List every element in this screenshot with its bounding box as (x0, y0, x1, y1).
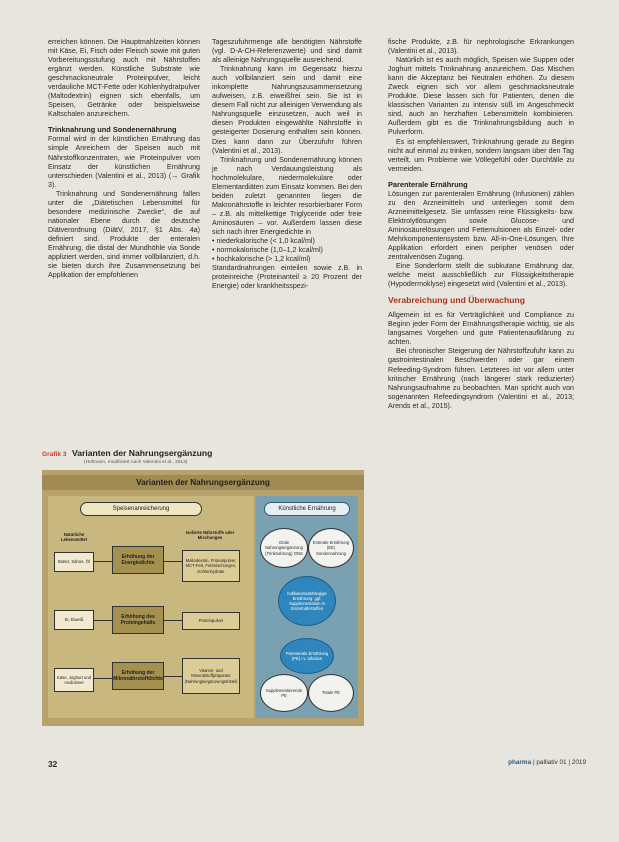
egg-protein-box: Ei, Eiweiß (54, 610, 94, 630)
col2-paragraph-4: Standardnahrungen einteilen sowie z.B. in proteinreiche (Proteinanteil ≥ 20 Prozent der Energie) oder krankheitsspezi- (212, 264, 362, 291)
col1-heading-trinknahrung: Trinknahrung und Sondenernährung (48, 125, 177, 135)
col3-heading-parenteral: Parenterale Ernährung (388, 179, 468, 189)
vitamin-mineral-box: Vitamin- und Mineralstoffpräparate (Nahrungsergänzungsmittel) (182, 658, 240, 694)
butter-cream-oil-box: Butter, Sahne, Öl (54, 552, 94, 572)
publication-name (508, 759, 586, 766)
isolated-nutrients-header: Isolierte Nährstoffe oder Mischungen (185, 529, 235, 540)
graphic-caption-title: Varianten der Nahrungsergänzung (71, 448, 213, 458)
protein-content-box: Erhöhung des Proteingehalts (112, 606, 164, 634)
col2-paragraph-3: Trinknahrung und Sondenernährung können je nach Verdauungsleistung als hochmolekulare, niedermolekulare oder Elementardiäten zum Einsatz kommen. Bei den beiden zuletzt genannten liegen die Makronährstoffe in leichter resorbierbarer Form – z.B. als mittelkettige Triglyceride oder freie Aminosäuren – vor. Außerdem lassen diese sich nach ihrer Energiedichte in (212, 155, 362, 236)
col3-paragraph-7: Bei chronischer Steigerung der Nährstoffzufuhr kann zu gastrointestinalen Beschwerden oder gar einem Refeeding-Syndrom führen. Letzteres ist vor allem unter kritischer Ernährung (nach längerer stark reduzierter) Nahrungsaufnahme zu beobachten. Man spricht auch von sogenannten Refeedingsyndrom (Valentini et al., 2013; Arends et al., 2015). (388, 347, 574, 410)
kuenstliche-ernaehrung-panel (256, 496, 358, 718)
supplementary-pe-oval: Supplementierende PE (260, 674, 308, 712)
col1-paragraph-1: erreichen können. Die Hauptmahlzeiten können mit Käse, Ei, Fisch oder Fleisch sowie mit guten Vorbereitungsstufung auch mit Nährstoffen ergänzt werden. Künstliche Substrate wie geschmacksneutrale Proteinpulver, leicht verdauliche MCT-Fette oder Kohlenhydratpulver (Maltodextrin) eignen sich ebenfalls, um Speisen, Getränke oder beispielsweise Kaltschalen anzureichern. (48, 38, 200, 119)
col2-paragraph-2: Trinknahrung kann im Gegensatz hierzu auch vollbilanziert sein und damit eine inkomplette Nahrungszusammensetzung aufweisen, z.B. eiweißfrei sein. Sie ist in diesem Fall nicht zur alleinigen Verwendung als Nahrungsquelle einzusetzen, auch weil in diesen Produkten eingewählte Nährstoffe in gesteigerter Dosierung enthalten sein können. Dies kann dann zur Überzufuhr führen (Valentini et al., 2013). (212, 65, 362, 155)
col3-paragraph-4: Lösungen zur parenteralen Ernährung (Infusionen) zählen zu den Arzneimitteln und unterliegen somit dem Arzneimittelgesetz. Sie umfassen reine Flüssigkeits- bzw. Elektrolytlösungen sowie Glucose- und Aminosäurelösungen und Fettemulsionen als Einzel- oder Mehrkomponentensystem bzw. All-in-One-Lösungen. Ihre Applikation erfordert einen peripher venösen oder zentralvenösen Zugang. (388, 189, 574, 262)
maltodextrin-box: Maltodextrin, Proteinpulver, MCT-Fett, Fettmischungen, Kohlenhydrate (182, 550, 240, 582)
text-column-3 (388, 38, 574, 411)
parenteral-nutrition-oval: Parenterale Ernährung (PE) i.v. Infusion (280, 638, 334, 674)
micronutrient-density-box: Erhöhung der Mikronährstoffdichte (112, 662, 164, 690)
total-pe-oval: Totale PE (308, 674, 354, 712)
natural-foods-label: Natürliche Lebensmittel (61, 531, 87, 542)
arrow-line (164, 620, 182, 621)
energy-density-box: Erhöhung der Energiedichte (112, 546, 164, 574)
col2-list-item-2: • normokalorische (1,0–1,2 kcal/ml) (212, 246, 323, 255)
protein-powder-box: Proteinpulver (182, 612, 240, 630)
enteral-nutrition-oval: Enterale Ernährung (EE) Sondennahrung (308, 528, 354, 568)
arrow-line (94, 678, 112, 679)
graphic-caption (42, 448, 212, 458)
col3-paragraph-2: Natürlich ist es auch möglich, Speisen wie Suppen oder Joghurt mittels Trinknahrung anzureichern. Das Mischen kann die Akzeptanz bei Neutralen erhöhen. Zu diesem Zweck eignen sich vor allem geschmacksneutrale Produkte. Diese lassen sich für Patienten, denen die klassischen Varianten zu intensiv süß im Angeschmeckt sind, auch an herzhaften Lebensmitteln kombinieren. Außerdem gibt es die Trinknahrungsbildung auch in Pulverform. (388, 56, 574, 137)
col2-paragraph-1: Tageszufuhrmenge alle benötigten Nährstoffe (vgl. D-A-CH-Referenzwerte) und sind damit als alleinige Nahrungsquelle ausreichend. (212, 38, 362, 65)
col3-paragraph-3: Es ist empfehlenswert, Trinknahrung gerade zu Beginn nicht auf einmal zu trinken, sondern langsam über den Tag verteilt, um Probleme wie Völlegefühl oder Durchfälle zu vermeiden. (388, 137, 574, 173)
arrow-line (164, 676, 182, 677)
text-column-2 (212, 38, 362, 291)
arrow-line (94, 561, 112, 562)
speisenanreicherung-header: Speisenanreicherung (80, 502, 202, 516)
col2-list-item-3: • hochkalorische (> 1,2 kcal/ml) (212, 255, 311, 264)
kuenstliche-ernaehrung-header: Künstliche Ernährung (264, 502, 350, 516)
graphic-source: (Hofmann, modifiziert nach Valentini et al., 2013) (84, 460, 188, 465)
col2-list-item-1: • niederkalorische (< 1,0 kcal/ml) (212, 237, 315, 246)
cheese-yogurt-box: Käse, Joghurt und Andickmer (54, 668, 94, 692)
publication-brand: pharma (508, 759, 532, 766)
col1-paragraph-2: Formal wird in der künstlichen Ernährung das simple Anreichern der Speisen auch mit Nährstoffkonzentraten, wie Proteinpulver vom Einsatz der künstlichen Ernährung unterschieden (Valentini et al., 2013) (→ Grafik 3). (48, 135, 200, 189)
col1-paragraph-3: Trinknahrung und Sondenernährung fallen unter die „Diätetischen Lebensmittel für besondere medizinische Zwecke“, die auf nationaler Ebene durch die deutsche Diätverordnung (DiätV, 2017, §1 Abs. 4a) definiert sind. Produkte der enteralen Ernährung, die distal der Mundhöhle via Sonde appliziert werden, sind immer vollbilanziert, d.h. sie bieten durch ihre Zusammensetzung bei Applikation der empfohlenen (48, 189, 200, 280)
speisenanreicherung-panel (48, 496, 254, 718)
col3-paragraph-1: fische Produkte, z.B. für nephrologische Erkrankungen (Valentini et al., 2013). (388, 38, 574, 56)
col3-heading-verabreichung: Verabreichung und Überwachung (388, 295, 526, 306)
nutrition-variants-diagram (42, 470, 364, 726)
arrow-line (94, 620, 112, 621)
publication-issue: | palliativ 01 | 2019 (532, 759, 586, 766)
arrow-line (164, 561, 182, 562)
graphic-caption-tag: Grafik 3 (42, 451, 67, 458)
oral-supplement-oval: Orale Nahrungsergänzung (Trinknahrung) ONS (260, 528, 308, 568)
page-number: 32 (48, 759, 58, 769)
indication-oval: Indikationsabhängige Ernährung: ggf. Supplementation in Einzelnährstoffen (278, 576, 336, 626)
col3-paragraph-6: Allgemein ist es für Verträglichkeit und Compliance zu Beginn jeder Form der Ernährungstherapie wichtig, sie als langsames Vorgehen und gute Patientenaufklärung zu achten. (388, 311, 574, 347)
col3-paragraph-5: Eine Sonderform stellt die subkutane Ernährung dar, welche meist ausschließlich zur Flüssigkeitstherapie (Hypodermoklyse) eingesetzt wird (Valentini et al., 2013). (388, 262, 574, 289)
text-column-1 (48, 38, 200, 280)
diagram-title: Varianten der Nahrungsergänzung (42, 475, 364, 490)
